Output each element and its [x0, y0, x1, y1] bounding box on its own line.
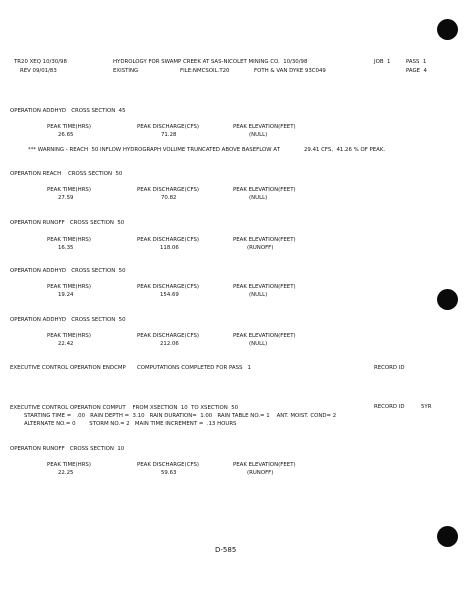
peak-time-value: 22.25 [58, 470, 74, 476]
operation-title: OPERATION RUNOFF CROSS SECTION 10 [10, 446, 125, 452]
peak-discharge-value: 212.06 [160, 341, 179, 347]
peak-elevation-value: (NULL) [249, 195, 268, 201]
punch-hole [437, 19, 458, 40]
peak-elevation-header: PEAK ELEVATION(FEET) [233, 187, 296, 193]
peak-time-header: PEAK TIME(HRS) [47, 284, 91, 290]
peak-discharge-header: PEAK DISCHARGE(CFS) [137, 284, 199, 290]
peak-discharge-header: PEAK DISCHARGE(CFS) [137, 124, 199, 130]
job-label: JOB 1 [374, 59, 391, 65]
punch-hole [437, 526, 458, 547]
peak-time-value: 27.59 [58, 195, 74, 201]
peak-discharge-header: PEAK DISCHARGE(CFS) [137, 333, 199, 339]
pass-label: PASS 1 [406, 59, 427, 65]
peak-time-value: 16.35 [58, 245, 74, 251]
peak-elevation-header: PEAK ELEVATION(FEET) [233, 284, 296, 290]
record-id-label: RECORD ID [374, 404, 405, 410]
company-label: FOTH & VAN DYKE 93C049 [254, 68, 326, 74]
peak-time-header: PEAK TIME(HRS) [47, 333, 91, 339]
program-label: TR20 XEQ 10/30/98 [14, 59, 67, 65]
peak-discharge-value: 70.82 [161, 195, 177, 201]
peak-discharge-value: 154.69 [160, 292, 179, 298]
file-label: FILE:NMCSOIL.T20 [180, 68, 230, 74]
record-id-label: RECORD ID [374, 365, 405, 371]
revision-label: REV 09/01/83 [20, 68, 57, 74]
operation-title: OPERATION ADDHYD CROSS SECTION 45 [10, 108, 126, 114]
peak-discharge-header: PEAK DISCHARGE(CFS) [137, 462, 199, 468]
storm-parameters: ALTERNATE NO.= 0 STORM NO.= 2 MAIN TIME INCREMENT = .13 HOURS [24, 421, 237, 427]
report-title: HYDROLOGY FOR SWAMP CREEK AT SAS-NICOLET MINING CO. 10/30/98 [113, 59, 308, 65]
peak-time-value: 19.24 [58, 292, 74, 298]
operation-title: OPERATION RUNOFF CROSS SECTION 50 [10, 220, 125, 226]
peak-elevation-value: (RUNOFF) [247, 470, 274, 476]
warning-value: 29.41 CFS, 41.26 % OF PEAK. [304, 147, 386, 153]
peak-elevation-header: PEAK ELEVATION(FEET) [233, 462, 296, 468]
endcmp-operation: EXECUTIVE CONTROL OPERATION ENDCMP [10, 365, 126, 371]
comput-operation: EXECUTIVE CONTROL OPERATION COMPUT FROM XSECTION 10 TO XSECTION 50 [10, 405, 239, 411]
warning-message: *** WARNING - REACH 50 INFLOW HYDROGRAPH VOLUME TRUNCATED ABOVE BASEFLOW AT [28, 147, 280, 153]
peak-discharge-header: PEAK DISCHARGE(CFS) [137, 187, 199, 193]
operation-title: OPERATION REACH CROSS SECTION 50 [10, 171, 123, 177]
peak-discharge-value: 59.63 [161, 470, 177, 476]
scenario-label: EXISTING [113, 68, 139, 74]
peak-discharge-value: 118.06 [160, 245, 179, 251]
operation-title: OPERATION ADDHYD CROSS SECTION 50 [10, 317, 126, 323]
peak-discharge-value: 71.28 [161, 132, 177, 138]
peak-discharge-header: PEAK DISCHARGE(CFS) [137, 237, 199, 243]
computations-completed: COMPUTATIONS COMPLETED FOR PASS 1 [137, 365, 251, 371]
record-id-value: 5YR [421, 404, 432, 410]
peak-elevation-value: (NULL) [249, 132, 268, 138]
peak-time-header: PEAK TIME(HRS) [47, 237, 91, 243]
peak-time-header: PEAK TIME(HRS) [47, 124, 91, 130]
page-number: PAGE 4 [406, 68, 427, 74]
rain-parameters: STARTING TIME = .00 RAIN DEPTH = 3.10 RAIN DURATION= 1.00 RAIN TABLE NO.= 1 ANT. MOIST. COND= 2 [24, 413, 337, 419]
operation-title: OPERATION ADDHYD CROSS SECTION 50 [10, 268, 126, 274]
peak-elevation-header: PEAK ELEVATION(FEET) [233, 124, 296, 130]
peak-elevation-value: (NULL) [249, 341, 268, 347]
peak-time-value: 26.65 [58, 132, 74, 138]
peak-time-header: PEAK TIME(HRS) [47, 187, 91, 193]
page-footer: D-585 [215, 546, 237, 554]
peak-elevation-header: PEAK ELEVATION(FEET) [233, 333, 296, 339]
peak-elevation-value: (RUNOFF) [247, 245, 274, 251]
peak-time-header: PEAK TIME(HRS) [47, 462, 91, 468]
peak-elevation-header: PEAK ELEVATION(FEET) [233, 237, 296, 243]
peak-time-value: 22.42 [58, 341, 74, 347]
peak-elevation-value: (NULL) [249, 292, 268, 298]
punch-hole [437, 289, 458, 310]
